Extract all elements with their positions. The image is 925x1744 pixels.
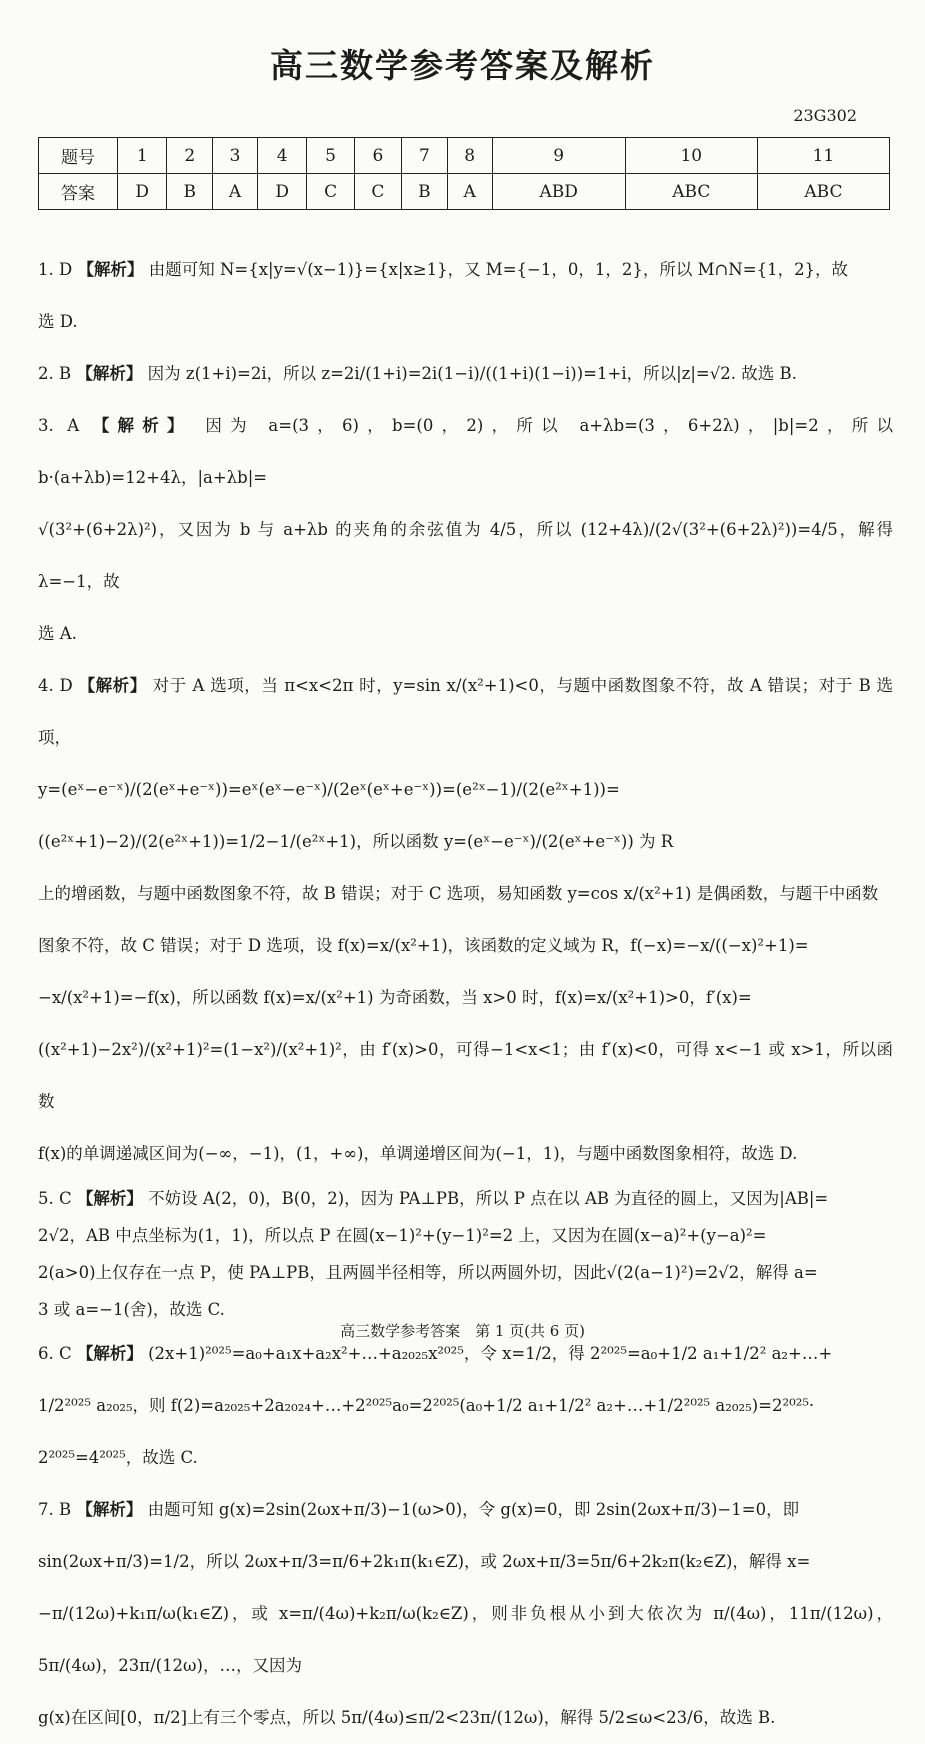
solution-tag: 【解析】 bbox=[78, 676, 147, 695]
solution-line: 图象不符，故 C 错误；对于 D 选项，设 f(x)=x/(x²+1)，该函数的定义域为 R，f(−x)=−x/((−x)²+1)= bbox=[38, 936, 809, 955]
answer-cell: ABC bbox=[757, 174, 889, 210]
solution-line: 2√2，AB 中点坐标为(1，1)，所以点 P 在圆(x−1)²+(y−1)²=2 上，又因为在圆(x−a)²+(y−a)²= bbox=[38, 1226, 767, 1245]
solution-line: 由题可知 N={x|y=√(x−1)}={x|x≥1}，又 M={−1，0，1，2}，所以 M∩N={1，2}，故 bbox=[148, 260, 849, 279]
solution-line: ((x²+1)−2x²)/(x²+1)²=(1−x²)/(x²+1)²，由 f′(x)>0，可得−1<x<1；由 f′(x)<0，可得 x<−1 或 x>1，所以函数 bbox=[38, 1040, 893, 1111]
solution-list bbox=[38, 244, 893, 1744]
solution-tag: 【解析】 bbox=[76, 1189, 143, 1208]
solution-tag: 【解析】 bbox=[76, 1344, 143, 1363]
answer-cell: C bbox=[354, 174, 401, 210]
solution-item-5 bbox=[38, 1180, 893, 1328]
row-label-answer: 答案 bbox=[39, 174, 118, 210]
question-number: 3 bbox=[213, 138, 258, 174]
solution-number: 1. D bbox=[38, 260, 73, 279]
question-number: 1 bbox=[118, 138, 167, 174]
solution-number: 2. B bbox=[38, 364, 72, 383]
question-number: 4 bbox=[257, 138, 306, 174]
solution-line: g(x)在区间[0，π/2]上有三个零点，所以 5π/(4ω)≤π/2<23π/(12ω)，解得 5/2≤ω<23/6，故选 B. bbox=[38, 1708, 776, 1727]
answer-cell: C bbox=[307, 174, 354, 210]
solution-tag: 【解析】 bbox=[76, 1500, 143, 1519]
solution-item-2 bbox=[38, 348, 893, 400]
table-row-answers bbox=[39, 174, 890, 210]
answer-cell: B bbox=[167, 174, 213, 210]
solution-number: 6. C bbox=[38, 1344, 72, 1363]
question-number: 9 bbox=[492, 138, 625, 174]
document-code: 23G302 bbox=[793, 106, 857, 125]
answer-cell: D bbox=[257, 174, 306, 210]
question-number: 6 bbox=[354, 138, 401, 174]
solution-tag: 【解析】 bbox=[77, 260, 144, 279]
solution-line: 1/2²⁰²⁵ a₂₀₂₅，则 f(2)=a₂₀₂₅+2a₂₀₂₄+…+2²⁰²⁵a₀=2²⁰²⁵(a₀+1/2 a₁+1/2² a₂+…+1/2²⁰²⁵ a₂₀₂₅)=2²⁰²⁵· bbox=[38, 1396, 815, 1415]
solution-number: 4. D bbox=[38, 676, 73, 695]
solution-item-3 bbox=[38, 400, 893, 660]
question-number: 2 bbox=[167, 138, 213, 174]
page-title: 高三数学参考答案及解析 bbox=[270, 46, 655, 85]
question-number: 8 bbox=[447, 138, 492, 174]
solution-item-7 bbox=[38, 1484, 893, 1744]
solution-line: 上的增函数，与题中函数图象不符，故 B 错误；对于 C 选项，易知函数 y=cos x/(x²+1) 是偶函数，与题干中函数 bbox=[38, 884, 879, 903]
solution-number: 5. C bbox=[38, 1189, 72, 1208]
solution-number: 7. B bbox=[38, 1500, 72, 1519]
solution-line: 选 D. bbox=[38, 312, 78, 331]
solution-line: y=(eˣ−e⁻ˣ)/(2(eˣ+e⁻ˣ))=eˣ(eˣ−e⁻ˣ)/(2eˣ(eˣ+e⁻ˣ))=(e²ˣ−1)/(2(e²ˣ+1))=((e²ˣ+1)−2)/(2(e²ˣ+1))=1/2−1/(e²ˣ+1)，所以函数 y=(eˣ−e⁻ˣ)/(2(eˣ+e⁻ˣ)) 为 R bbox=[38, 780, 674, 851]
page-footer: 高三数学参考答案 第 1 页(共 6 页) bbox=[340, 1322, 585, 1340]
solution-line: −x/(x²+1)=−f(x)，所以函数 f(x)=x/(x²+1) 为奇函数，当 x>0 时，f(x)=x/(x²+1)>0，f′(x)= bbox=[38, 988, 752, 1007]
solution-line: 3 或 a=−1(舍)，故选 C. bbox=[38, 1300, 225, 1319]
row-label-question-number: 题号 bbox=[39, 138, 118, 174]
solution-line: 因为 a=(3，6)，b=(0，2)，所以 a+λb=(3，6+2λ)，|b|=2，所以 b·(a+λb)=12+4λ，|a+λb|= bbox=[38, 416, 894, 487]
solution-number: 3. A bbox=[38, 416, 80, 435]
solution-line: √(3²+(6+2λ)²)，又因为 b 与 a+λb 的夹角的余弦值为 4/5，所以 (12+4λ)/(2√(3²+(6+2λ)²))=4/5，解得 λ=−1，故 bbox=[38, 520, 893, 591]
solution-line: 对于 A 选项，当 π<x<2π 时，y=sin x/(x²+1)<0，与题中函数图象不符，故 A 错误；对于 B 选项， bbox=[38, 676, 894, 747]
answer-cell: A bbox=[447, 174, 492, 210]
solution-tag: 【解析】 bbox=[76, 364, 143, 383]
question-number: 11 bbox=[757, 138, 889, 174]
answer-cell: ABC bbox=[625, 174, 757, 210]
answer-cell: ABD bbox=[492, 174, 625, 210]
solution-item-6 bbox=[38, 1328, 893, 1484]
question-number: 10 bbox=[625, 138, 757, 174]
solution-line: f(x)的单调递减区间为(−∞，−1)，(1，+∞)，单调递增区间为(−1，1)，与题中函数图象相符，故选 D. bbox=[38, 1144, 798, 1163]
solution-line: −π/(12ω)+k₁π/ω(k₁∈Z)，或 x=π/(4ω)+k₂π/ω(k₂∈Z)，则非负根从小到大依次为 π/(4ω)，11π/(12ω)，5π/(4ω)，23π/(12ω)，…，又因为 bbox=[38, 1604, 893, 1675]
solution-line: 因为 z(1+i)=2i，所以 z=2i/(1+i)=2i(1−i)/((1+i)(1−i))=1+i，所以|z|=√2. 故选 B. bbox=[147, 364, 797, 383]
solution-line: 2(a>0)上仅存在一点 P，使 PA⊥PB，且两圆半径相等，所以两圆外切，因此√(2(a−1)²)=2√2，解得 a= bbox=[38, 1263, 818, 1282]
question-number: 5 bbox=[307, 138, 354, 174]
solution-line: 不妨设 A(2，0)，B(0，2)，因为 PA⊥PB，所以 P 点在以 AB 为直径的圆上，又因为|AB|= bbox=[148, 1189, 829, 1208]
answer-table bbox=[38, 137, 890, 210]
solution-line: (2x+1)²⁰²⁵=a₀+a₁x+a₂x²+…+a₂₀₂₅x²⁰²⁵，令 x=1/2，得 2²⁰²⁵=a₀+1/2 a₁+1/2² a₂+…+ bbox=[148, 1344, 833, 1363]
answer-cell: B bbox=[402, 174, 448, 210]
solution-tag: 【解析】 bbox=[92, 416, 192, 435]
solution-item-1 bbox=[38, 244, 893, 348]
question-number: 7 bbox=[402, 138, 448, 174]
solution-line: 选 A. bbox=[38, 624, 77, 643]
solution-item-4 bbox=[38, 660, 893, 1180]
solution-line: 由题可知 g(x)=2sin(2ωx+π/3)−1(ω>0)，令 g(x)=0，即 2sin(2ωx+π/3)−1=0，即 bbox=[147, 1500, 800, 1519]
answer-cell: A bbox=[213, 174, 258, 210]
answer-cell: D bbox=[118, 174, 167, 210]
solution-line: sin(2ωx+π/3)=1/2，所以 2ωx+π/3=π/6+2k₁π(k₁∈Z)，或 2ωx+π/3=5π/6+2k₂π(k₂∈Z)，解得 x= bbox=[38, 1552, 811, 1571]
table-row-numbers bbox=[39, 138, 890, 174]
solution-line: 2²⁰²⁵=4²⁰²⁵，故选 C. bbox=[38, 1448, 198, 1467]
